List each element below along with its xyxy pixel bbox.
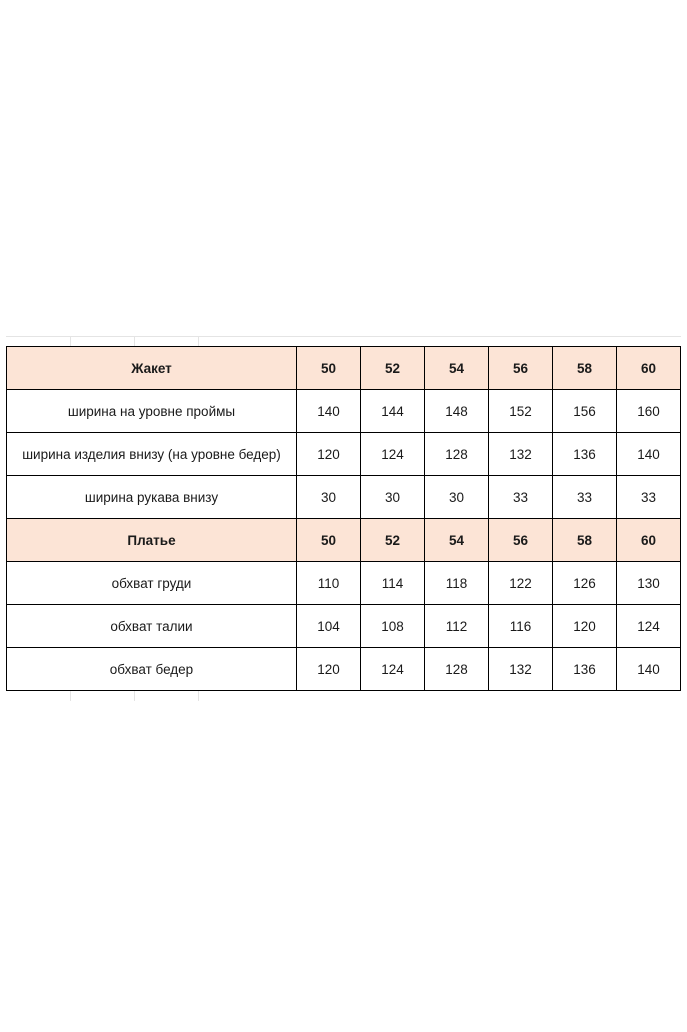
section-header-dress	[7, 519, 681, 562]
table-row	[7, 648, 681, 691]
size-header: 54	[425, 519, 489, 562]
size-header: 52	[361, 519, 425, 562]
cell-value: 140	[297, 390, 361, 433]
section-title: Платье	[7, 519, 297, 562]
cell-value: 144	[361, 390, 425, 433]
cell-value: 114	[361, 562, 425, 605]
row-label: ширина изделия внизу (на уровне бедер)	[7, 433, 297, 476]
cell-value: 124	[361, 648, 425, 691]
cell-value: 148	[425, 390, 489, 433]
cell-value: 30	[361, 476, 425, 519]
cell-value: 126	[553, 562, 617, 605]
cell-value: 33	[617, 476, 681, 519]
cell-value: 112	[425, 605, 489, 648]
size-header: 52	[361, 347, 425, 390]
size-header: 50	[297, 519, 361, 562]
grid-line	[134, 691, 135, 701]
section-header-jacket	[7, 347, 681, 390]
row-label: обхват талии	[7, 605, 297, 648]
cell-value: 118	[425, 562, 489, 605]
table-row	[7, 605, 681, 648]
grid-line	[6, 336, 681, 337]
cell-value: 124	[617, 605, 681, 648]
cell-value: 116	[489, 605, 553, 648]
grid-line	[198, 336, 199, 346]
cell-value: 128	[425, 648, 489, 691]
cell-value: 136	[553, 648, 617, 691]
cell-value: 120	[297, 648, 361, 691]
table-row	[7, 433, 681, 476]
cell-value: 132	[489, 648, 553, 691]
size-header: 56	[489, 519, 553, 562]
table-row	[7, 476, 681, 519]
cell-value: 152	[489, 390, 553, 433]
cell-value: 140	[617, 648, 681, 691]
cell-value: 136	[553, 433, 617, 476]
cell-value: 124	[361, 433, 425, 476]
grid-line	[198, 691, 199, 701]
size-header: 58	[553, 347, 617, 390]
size-header: 58	[553, 519, 617, 562]
size-header: 60	[617, 347, 681, 390]
cell-value: 108	[361, 605, 425, 648]
row-label: ширина рукава внизу	[7, 476, 297, 519]
row-label: обхват груди	[7, 562, 297, 605]
section-title: Жакет	[7, 347, 297, 390]
size-header: 56	[489, 347, 553, 390]
grid-line	[70, 336, 71, 346]
size-header: 60	[617, 519, 681, 562]
cell-value: 120	[553, 605, 617, 648]
table-row	[7, 562, 681, 605]
size-chart-table	[6, 346, 681, 691]
grid-line	[70, 691, 71, 701]
row-label: обхват бедер	[7, 648, 297, 691]
table-row	[7, 390, 681, 433]
cell-value: 156	[553, 390, 617, 433]
size-header: 54	[425, 347, 489, 390]
cell-value: 120	[297, 433, 361, 476]
cell-value: 122	[489, 562, 553, 605]
grid-line	[134, 336, 135, 346]
cell-value: 30	[425, 476, 489, 519]
cell-value: 130	[617, 562, 681, 605]
cell-value: 33	[489, 476, 553, 519]
row-label: ширина на уровне проймы	[7, 390, 297, 433]
cell-value: 140	[617, 433, 681, 476]
cell-value: 128	[425, 433, 489, 476]
cell-value: 33	[553, 476, 617, 519]
cell-value: 160	[617, 390, 681, 433]
cell-value: 110	[297, 562, 361, 605]
cell-value: 104	[297, 605, 361, 648]
cell-value: 30	[297, 476, 361, 519]
cell-value: 132	[489, 433, 553, 476]
size-header: 50	[297, 347, 361, 390]
